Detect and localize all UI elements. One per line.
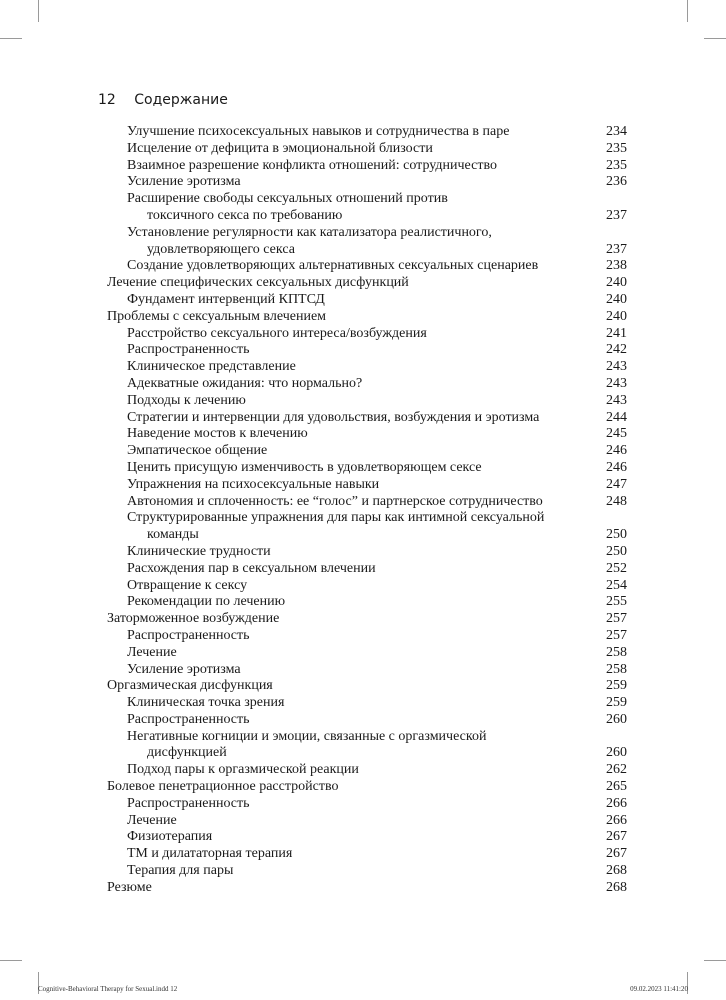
toc-entry-page: 245 (606, 426, 627, 442)
toc-entry-text: Усиление эротизма (127, 661, 241, 677)
toc-entry (107, 191, 627, 225)
toc-entry-text: Расширение свободы сексуальных отношений против (127, 191, 448, 207)
toc-entry (107, 292, 627, 309)
toc-entry-page: 267 (606, 829, 627, 845)
toc-entry-title (107, 762, 587, 779)
toc-entry-page: 247 (606, 476, 627, 492)
crop-mark (704, 960, 726, 961)
toc-entry-text: Улучшение психосексуальных навыков и сотрудничества в паре (127, 124, 510, 139)
toc-entry (107, 779, 627, 796)
toc-entry-text: Проблемы с сексуальным влечением (107, 308, 327, 324)
toc-entry (107, 813, 627, 830)
toc-entry (107, 174, 627, 191)
toc-entry-page: 236 (606, 174, 627, 190)
toc-entry (107, 326, 627, 343)
toc-entry-text: Наведение мостов к влечению (127, 426, 308, 442)
toc-entry-text-continued: команды (147, 527, 199, 543)
toc-entry-text: Отвращение к сексу (127, 577, 248, 593)
toc-entry-title (107, 158, 587, 175)
toc-entry-page: 243 (606, 359, 627, 375)
toc-entry-title (107, 863, 587, 880)
toc-entry-title (107, 561, 587, 578)
toc-entry-text: Оргазмическая дисфункция (107, 678, 273, 694)
toc-entry-text: Распространенность (127, 711, 250, 727)
toc-entry-title (107, 880, 587, 897)
toc-entry-page: 258 (606, 644, 627, 660)
toc-entry-page: 235 (606, 140, 627, 156)
toc-entry-title (107, 829, 587, 846)
toc-entry-page: 242 (606, 342, 627, 358)
toc-entry-title (107, 544, 587, 561)
toc-entry (107, 393, 627, 410)
table-of-contents (107, 124, 627, 897)
toc-entry-page: 240 (606, 275, 627, 291)
toc-entry-page: 235 (606, 157, 627, 173)
toc-entry-title (107, 292, 587, 309)
toc-entry-text-continued: дисфункцией (147, 745, 227, 761)
toc-entry-title (107, 225, 587, 259)
toc-entry (107, 309, 627, 326)
toc-entry-page: 246 (606, 459, 627, 475)
toc-entry-title (107, 594, 587, 611)
toc-entry-page: 268 (606, 879, 627, 895)
toc-entry-page: 252 (606, 560, 627, 576)
toc-entry (107, 561, 627, 578)
toc-entry-text: Структурированные упражнения для пары как интимной сексуальной (127, 510, 545, 526)
toc-entry-title (107, 410, 587, 427)
toc-entry-title (107, 628, 587, 645)
toc-entry-title (107, 258, 587, 275)
toc-entry-text: Лечение (127, 812, 177, 828)
toc-entry-text: Ценить присущую изменчивость в удовлетворяющем сексе (127, 459, 482, 475)
toc-entry-text-continued: удовлетворяющего секса (147, 241, 295, 257)
toc-entry (107, 443, 627, 460)
toc-entry (107, 342, 627, 359)
toc-entry-page: 257 (606, 611, 627, 627)
print-slug-date: 09.02.2023 11:41:20 (630, 985, 688, 993)
toc-entry-text: Лечение специфических сексуальных дисфункций (107, 275, 409, 291)
toc-entry (107, 846, 627, 863)
toc-entry-page: 255 (606, 594, 627, 610)
toc-entry-text: Расстройство сексуального интереса/возбуждения (127, 325, 427, 341)
toc-entry-page: 254 (606, 577, 627, 593)
toc-entry-text: Исцеление от дефицита в эмоциональной близости (127, 140, 433, 156)
toc-entry-page: 241 (606, 325, 627, 341)
toc-entry-text: Фундамент интервенций КПТСД (127, 291, 325, 307)
toc-entry-title (107, 645, 587, 662)
crop-mark (0, 38, 22, 39)
toc-entry-text: Эмпатическое общение (127, 443, 268, 459)
toc-entry-text: Негативные когниции и эмоции, связанные с оргазмической (127, 728, 487, 744)
toc-entry (107, 494, 627, 511)
toc-entry-text: Установление регулярности как катализатора реалистичного, (127, 224, 492, 240)
toc-entry-text: Болевое пенетрационное расстройство (107, 779, 339, 795)
toc-entry-page: 257 (606, 627, 627, 643)
toc-entry (107, 863, 627, 880)
toc-entry-title (107, 662, 587, 679)
toc-entry-page: 265 (606, 779, 627, 795)
toc-entry-page: 268 (606, 863, 627, 879)
toc-entry-page: 262 (606, 762, 627, 778)
toc-entry-title (107, 611, 587, 628)
toc-entry-title (107, 124, 587, 141)
toc-entry (107, 275, 627, 292)
toc-entry-text: Автономия и сплоченность: ее “голос” и партнерское сотрудничество (127, 493, 543, 509)
toc-entry-title (107, 494, 587, 511)
toc-entry-text: Создание удовлетворяющих альтернативных сексуальных сценариев (127, 258, 539, 274)
toc-entry (107, 460, 627, 477)
toc-entry-title (107, 191, 587, 225)
toc-entry-text: Распространенность (127, 342, 250, 358)
toc-entry (107, 712, 627, 729)
toc-entry-page: 260 (606, 745, 627, 761)
toc-entry (107, 678, 627, 695)
toc-entry-title (107, 796, 587, 813)
crop-mark (704, 38, 726, 39)
toc-entry-page: 240 (606, 291, 627, 307)
toc-entry (107, 225, 627, 259)
toc-entry (107, 124, 627, 141)
toc-entry-page: 266 (606, 812, 627, 828)
toc-entry-text: Расхождения пар в сексуальном влечении (127, 560, 376, 576)
toc-entry (107, 376, 627, 393)
page-number: 12 (98, 92, 116, 108)
toc-entry-title (107, 477, 587, 494)
toc-entry-title (107, 426, 587, 443)
toc-entry (107, 578, 627, 595)
toc-entry-title (107, 376, 587, 393)
toc-entry-page: 244 (606, 409, 627, 425)
toc-entry (107, 695, 627, 712)
crop-mark (38, 0, 39, 22)
toc-entry-title (107, 695, 587, 712)
toc-entry-title (107, 326, 587, 343)
toc-entry-text: Подходы к лечению (127, 392, 246, 408)
toc-entry (107, 645, 627, 662)
toc-entry (107, 258, 627, 275)
toc-entry-title (107, 141, 587, 158)
toc-entry-text: Упражнения на психосексуальные навыки (127, 476, 380, 492)
toc-entry-page: 267 (606, 846, 627, 862)
toc-entry-text: Заторможенное возбуждение (107, 611, 280, 627)
toc-entry-text: Клиническое представление (127, 359, 296, 375)
toc-entry-title (107, 729, 587, 763)
toc-entry-title (107, 813, 587, 830)
toc-entry-text: Адекватные ожидания: что нормально? (127, 375, 363, 391)
toc-entry-page: 246 (606, 443, 627, 459)
toc-entry-page: 243 (606, 392, 627, 408)
toc-entry-text: ТМ и дилататорная терапия (127, 846, 293, 862)
toc-entry-title (107, 342, 587, 359)
toc-entry (107, 729, 627, 763)
toc-entry-text: Взаимное разрешение конфликта отношений: сотрудничество (127, 157, 497, 173)
running-header (98, 92, 228, 108)
toc-entry-page: 240 (606, 308, 627, 324)
toc-entry-title (107, 712, 587, 729)
toc-entry (107, 426, 627, 443)
toc-entry (107, 544, 627, 561)
toc-entry (107, 880, 627, 897)
toc-entry-title (107, 443, 587, 460)
toc-entry-title (107, 174, 587, 191)
toc-entry-title (107, 309, 587, 326)
toc-entry-page: 250 (606, 527, 627, 543)
toc-entry-text: Распространенность (127, 795, 250, 811)
toc-entry-text: Лечение (127, 644, 177, 660)
print-slug-file: Cognitive-Behavioral Therapy for Sexual.indd 12 (38, 985, 178, 993)
toc-entry (107, 762, 627, 779)
toc-entry-page: 234 (606, 124, 627, 139)
toc-entry-text: Клинические трудности (127, 543, 271, 559)
toc-entry (107, 611, 627, 628)
toc-entry-page: 259 (606, 695, 627, 711)
toc-entry-page: 260 (606, 711, 627, 727)
crop-mark (687, 0, 688, 22)
toc-entry-text-continued: токсичного секса по требованию (147, 207, 343, 223)
toc-entry (107, 628, 627, 645)
toc-entry-page: 243 (606, 375, 627, 391)
toc-entry-page: 237 (606, 207, 627, 223)
toc-entry-text: Рекомендации по лечению (127, 594, 286, 610)
toc-entry (107, 359, 627, 376)
toc-entry-title (107, 779, 587, 796)
toc-entry-text: Терапия для пары (127, 863, 234, 879)
toc-entry-page: 266 (606, 795, 627, 811)
toc-entry-text: Подход пары к оргазмической реакции (127, 762, 359, 778)
toc-entry-page: 250 (606, 543, 627, 559)
toc-entry-title (107, 510, 587, 544)
toc-entry-title (107, 359, 587, 376)
toc-entry (107, 796, 627, 813)
toc-entry-text: Стратегии и интервенции для удовольствия, возбуждения и эротизма (127, 409, 540, 425)
toc-entry-text: Физиотерапия (127, 829, 213, 845)
toc-entry-title (107, 460, 587, 477)
toc-entry (107, 477, 627, 494)
toc-entry (107, 141, 627, 158)
toc-entry-page: 238 (606, 258, 627, 274)
toc-entry (107, 510, 627, 544)
toc-entry (107, 410, 627, 427)
toc-entry-text: Распространенность (127, 627, 250, 643)
toc-entry-text: Клиническая точка зрения (127, 695, 285, 711)
running-title: Содержание (134, 92, 228, 108)
toc-entry-title (107, 275, 587, 292)
toc-entry-page: 259 (606, 678, 627, 694)
toc-entry-text: Усиление эротизма (127, 174, 241, 190)
toc-entry-page: 237 (606, 241, 627, 257)
toc-entry-page: 248 (606, 493, 627, 509)
toc-entry (107, 829, 627, 846)
toc-entry-text: Резюме (107, 879, 152, 895)
toc-entry (107, 594, 627, 611)
toc-entry-title (107, 846, 587, 863)
toc-entry-title (107, 578, 587, 595)
toc-entry-title (107, 678, 587, 695)
toc-entry-title (107, 393, 587, 410)
toc-entry (107, 158, 627, 175)
toc-entry (107, 662, 627, 679)
toc-entry-page: 258 (606, 661, 627, 677)
crop-mark (0, 960, 22, 961)
